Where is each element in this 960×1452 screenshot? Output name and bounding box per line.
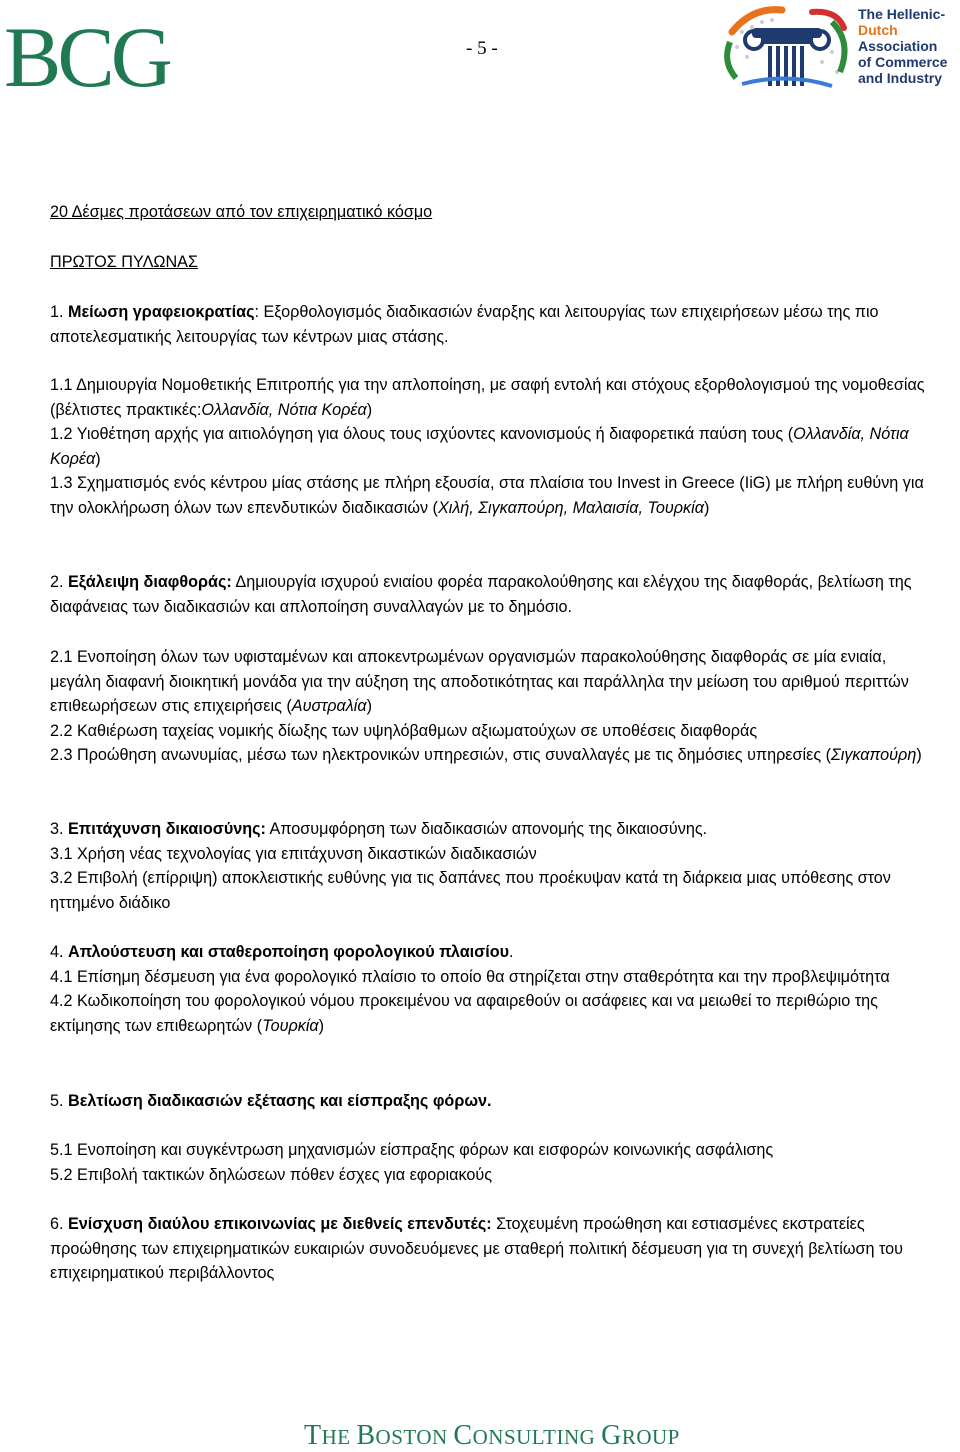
item-5-1: 5.1 Ενοποίηση και συγκέντρωση μηχανισμών είσπραξης φόρων και εισφορών κοινωνικής ασφάλισης <box>50 1141 774 1159</box>
section-1-intro: 1. Μείωση γραφειοκρατίας: Εξορθολογισμός διαδικασιών έναρξης και λειτουργίας των επιχειρήσεων μέσω της πιο αποτελεσματικής λειτουργίας των κέντρων μιας στάσης. <box>50 303 879 346</box>
logo-line-4: of Commerce <box>858 54 948 70</box>
page-number: - 5 - <box>466 38 498 59</box>
hellenic-dutch-association-logo <box>712 2 960 92</box>
section-5-items <box>50 1138 930 1187</box>
section-4 <box>50 940 930 1038</box>
section-5-heading: Βελτίωση διαδικασιών εξέτασης και είσπραξης φόρων. <box>68 1092 492 1110</box>
pillar-text: ΠΡΩΤΟΣ ΠΥΛΩΝΑΣ <box>50 253 198 271</box>
item-4-2: 4.2 Κωδικοποίηση του φορολογικού νόμου προκειμένου να αφαιρεθούν οι ασάφειες και να μειωθεί το περιθώριο της εκτίμησης των επιθεωρητών (Τουρκία) <box>50 992 878 1035</box>
section-2-intro: 2. Εξάλειψη διαφθοράς: Δημιουργία ισχυρού ενιαίου φορέα παρακολούθησης και ελέγχου της διαφθοράς, βελτίωση της διαφάνειας των διαδικασιών και απλοποίηση συναλλαγών με το δημόσιο. <box>50 573 912 616</box>
boston-consulting-group-footer-logo: THE BOSTON CONSULTING GROUP <box>304 1420 680 1451</box>
title-text: 20 Δέσμες προτάσεων από τον επιχειρηματικό κόσμο <box>50 203 433 221</box>
section-3-intro: 3. Επιτάχυνση δικαιοσύνης: Αποσυμφόρηση των διαδικασιών απονομής της δικαιοσύνης. <box>50 820 708 838</box>
logo-line-1: The Hellenic- <box>858 6 946 22</box>
section-1-items <box>50 373 930 521</box>
item-1-2: 1.2 Υιοθέτηση αρχής για αιτιολόγηση για όλους τους ισχύοντες κανονισμούς ή διαφορετικά παύση τους (Ολλανδία, Νότια Κορέα) <box>50 425 909 468</box>
logo-line-5: and Industry <box>858 70 943 86</box>
section-2 <box>50 570 930 619</box>
section-6 <box>50 1212 930 1286</box>
item-5-2: 5.2 Επιβολή τακτικών δηλώσεων πόθεν έσχες για εφοριακούς <box>50 1165 493 1184</box>
section-5-intro: 5. Βελτίωση διαδικασιών εξέτασης και είσπραξης φόρων. <box>50 1092 492 1110</box>
item-1-1: 1.1 Δημιουργία Νομοθετικής Επιτροπής για την απλοποίηση, με σαφή εντολή και στόχους εξορθολογισμού της νομοθεσίας (βέλτιστες πρακτικές:Ολλανδία, Νότια Κορέα) <box>50 376 925 419</box>
item-2-1: 2.1 Ενοποίηση όλων των υφισταμένων και αποκεντρωμένων οργανισμών παρακολούθησης διαφθοράς σε μία ενιαία, μεγάλη διαφανή διοικητική μονάδα για την αύξηση της αποδοτικότητας και παράλληλα την μείωση του αριθμού περιττών επιθεωρήσεων στις επιχειρήσεις (Αυστραλία) <box>50 648 909 716</box>
logo-line-3: Association <box>858 38 938 54</box>
section-6-heading: Ενίσχυση διαύλου επικοινωνίας με διεθνείς επενδυτές: <box>68 1215 492 1233</box>
logo-line-2: Dutch <box>858 22 898 38</box>
section-4-intro: 4. Απλούστευση και σταθεροποίηση φορολογικού πλαισίου. <box>50 943 514 961</box>
item-1-3: 1.3 Σχηματισμός ενός κέντρου μίας στάσης με πλήρη εξουσία, στα πλαίσια του Invest in Greece (IiG) με πλήρη ευθύνη για την ολοκλήρωση όλων των επενδυτικών διαδικασιών (Χιλή, Σιγκαπούρη, Μαλαισία, Τουρκία) <box>50 474 924 517</box>
section-2-items <box>50 645 930 768</box>
pillar-heading <box>50 250 930 275</box>
item-3-2: 3.2 Επιβολή (επίρριψη) αποκλειστικής ευθύνης για τις δαπάνες που προέκυψαν κατά τη διάρκεια μιας υπόθεσης στον ηττημένο διάδικο <box>50 869 891 912</box>
item-2-3: 2.3 Προώθηση ανωνυμίας, μέσω των ηλεκτρονικών υπηρεσιών, στις συναλλαγές με τις δημόσιες υπηρεσίες (Σιγκαπούρη) <box>50 746 922 765</box>
section-2-heading: Εξάλειψη διαφθοράς: <box>68 573 232 591</box>
column-emblem-icon <box>712 2 858 92</box>
section-1-heading: Μείωση γραφειοκρατίας <box>68 303 255 321</box>
item-4-1: 4.1 Επίσημη δέσμευση για ένα φορολογικό πλαίσιο το οποίο θα στηρίζεται στην σταθερότητα και την προβλεψιμότητα <box>50 967 890 986</box>
section-5 <box>50 1089 930 1114</box>
item-2-2: 2.2 Καθιέρωση ταχείας νομικής δίωξης των υψηλόβαθμων αξιωματούχων σε υποθέσεις διαφθοράς <box>50 721 758 740</box>
section-3 <box>50 817 930 915</box>
document-title <box>50 200 930 225</box>
item-3-1: 3.1 Χρήση νέας τεχνολογίας για επιτάχυνση δικαστικών διαδικασιών <box>50 844 537 863</box>
section-6-intro: 6. Ενίσχυση διαύλου επικοινωνίας με διεθνείς επενδυτές: Στοχευμένη προώθηση και εστιασμένες εκστρατείες προώθησης των επιχειρηματικών ευκαιριών συνοδευόμενες με σταθερή πολιτική δέσμευση για τη συνεχή βελτίωση του επιχειρηματικού περιβάλλοντος <box>50 1215 903 1283</box>
section-1 <box>50 300 930 349</box>
section-4-heading: Απλούστευση και σταθεροποίηση φορολογικού πλαισίου <box>68 943 510 961</box>
bcg-logo: BCG <box>4 9 169 105</box>
section-3-heading: Επιτάχυνση δικαιοσύνης: <box>68 820 266 838</box>
